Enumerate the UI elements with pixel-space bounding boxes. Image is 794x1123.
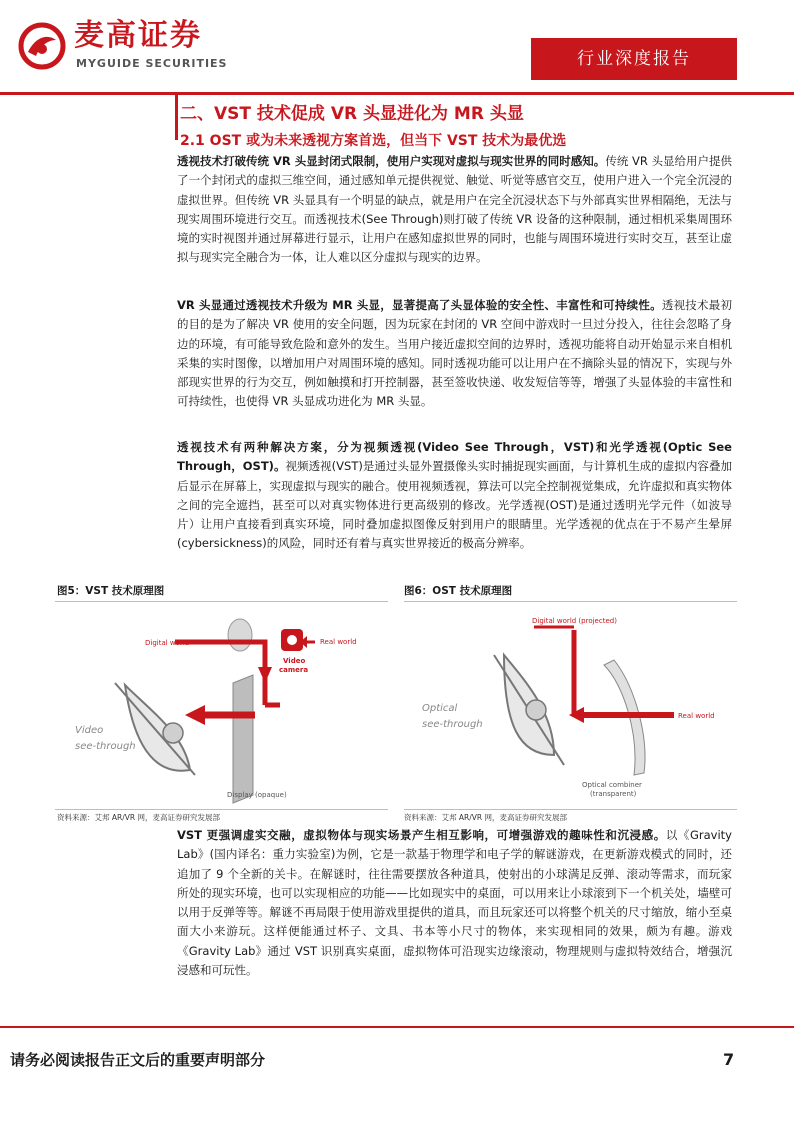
eye-pupil bbox=[526, 700, 546, 720]
real-world-label: Real world bbox=[320, 638, 357, 646]
report-type-badge: 行业深度报告 bbox=[531, 38, 737, 80]
digital-world-label: Digital world bbox=[145, 639, 190, 647]
paragraph-body: 视频透视(VST)是通过头显外置摄像头实时捕捉现实画面，与计算机生成的虚拟内容叠加后显示在屏幕上，实现虚拟与现实的融合。使用视频透视，算法可以完全控制视觉集成，允许虚拟和真实物体之间的完全遮挡，甚至可以对真实物体进行更高级别的修改。光学透视(OST)是通过透明光学元件（如波导片）让用户直接看到真实环境，同时叠加虚拟图像反射到用户的眼睛里。光学透视的优点在于不易产生晕屏(cybersickness)的风险，同时还有着与真实世界接近的极高分辨率。 bbox=[177, 459, 732, 551]
ost-diagram bbox=[404, 605, 737, 805]
paragraph-lead: VR 头显通过透视技术升级为 MR 头显，显著提高了头显体验的安全性、丰富性和可持续性。 bbox=[177, 298, 662, 312]
combiner-label-1: Optical combiner bbox=[582, 781, 642, 789]
display-projection bbox=[228, 619, 252, 651]
paragraph-lead: 透视技术打破传统 VR 头显封闭式限制，使用户实现对虚拟与现实世界的同时感知。 bbox=[177, 154, 606, 168]
figure5-title: 图5：VST 技术原理图 bbox=[57, 585, 165, 597]
page-number: 7 bbox=[723, 1050, 735, 1069]
figure6-top-rule bbox=[404, 601, 737, 602]
figure6-title: 图6：OST 技术原理图 bbox=[404, 585, 513, 597]
footer-disclaimer: 请务必阅读报告正文后的重要声明部分 bbox=[10, 1051, 266, 1069]
brand-name-cn: 麦高证券 bbox=[74, 18, 202, 53]
figure5-top-rule bbox=[55, 601, 388, 602]
section-heading: 二、VST 技术促成 VR 头显进化为 MR 头显 bbox=[180, 104, 524, 124]
figure5-bottom-rule bbox=[55, 809, 388, 810]
paragraph-lead: VST 更强调虚实交融，虚拟物体与现实场景产生相互影响，可增强游戏的趣味性和沉浸感。 bbox=[177, 828, 666, 842]
optical-see-label-2: see-through bbox=[422, 719, 483, 730]
paragraph bbox=[177, 826, 732, 980]
footer-divider bbox=[0, 1026, 794, 1028]
eye-pupil bbox=[163, 723, 183, 743]
heading-accent-bar bbox=[175, 95, 178, 140]
video-see-label-2: see-through bbox=[75, 741, 136, 752]
display-label: Display (opaque) bbox=[227, 791, 287, 799]
paragraph bbox=[177, 296, 732, 412]
figure6-source: 资料来源：艾邦 AR/VR 网，麦高证券研究发展部 bbox=[404, 813, 567, 822]
optical-see-label-1: Optical bbox=[422, 703, 458, 714]
digital-world-label: Digital world (projected) bbox=[532, 617, 617, 625]
brand-name-en: MYGUIDE SECURITIES bbox=[76, 57, 228, 70]
figure6-bottom-rule bbox=[404, 809, 737, 810]
paragraph bbox=[177, 152, 732, 268]
header-divider bbox=[0, 92, 794, 95]
paragraph-lead: 透视技术有两种解决方案，分为视频透视(Video See Through，VST)和光学透视(Optic See Through，OST)。 bbox=[177, 440, 732, 474]
paragraph-body: 透视技术最初的目的是为了解决 VR 使用的安全问题，因为玩家在封闭的 VR 空间中游戏时一旦过分投入，往往会忽略了身边的环境，有可能导致危险和意外的发生。当用户接近虚拟空间的边界时，透视功能将自动开始显示来自相机采集的实时图像，以增加用户对周围环境的感知。同时透视功能可以让用户在不摘除头显的情况下，实现与外部现实世界的行为交互，例如触摸和打开控制器，甚至签收快递、收发短信等等，增强了头显体验的丰富性和可持续性，也使得 VR 头显成功进化为 MR 头显。 bbox=[177, 298, 733, 409]
sub-heading: 2.1 OST 或为未来透视方案首选，但当下 VST 技术为最优选 bbox=[180, 133, 567, 149]
video-camera-label-1: Video bbox=[283, 657, 306, 665]
combiner-label-2: (transparent) bbox=[590, 790, 637, 798]
real-world-label: Real world bbox=[678, 712, 715, 720]
video-see-label-1: Video bbox=[75, 725, 104, 736]
vst-diagram bbox=[55, 605, 388, 805]
brand-logo-icon bbox=[18, 22, 66, 70]
paragraph-body: 以《Gravity Lab》(国内译名：重力实验室)为例，它是一款基于物理学和电子学的解谜游戏，在更新游戏模式的同时，还追加了 9 个全新的关卡。在解谜时，往往需要摆放各种道具，使射出的小球满足反弹、滚动等需求，而玩家所处的现实环境，也可以实现相应的功能——比如现实中的桌面，可以用来让小球滚到下一个机关处，墙壁可以用于反弹等等。解谜不再局限于使用游戏里提供的道具，而且玩家还可以将整个机关的尺寸缩放，缩小至桌面大小来游玩。这样便能通过杯子、文具、书本等小尺寸的物体，来实现相同的效果，颇为有趣。游戏《Gravity Lab》通过 VST 识别真实桌面，虚拟物体可沿现实边缘滚动，物理规则与虚拟特效结合，增强沉浸感和可玩性。 bbox=[177, 828, 732, 978]
paragraph-body: 传统 VR 头显给用户提供了一个封闭式的虚拟三维空间，通过感知单元提供视觉、触觉、听觉等感官交互，使用户进入一个完全沉浸的虚拟世界。但传统 VR 头显具有一个明显的缺点，就是用户在完全沉浸状态下与外部真实世界相隔绝，无法与现实周围环境进行交互。而透视技术(See Through)则打破了传统 VR 设备的这种限制，通过相机采集周围环境的实时视图并通过屏幕进行显示，让用户在感知虚拟世界的同时，也能与周围环境进行实时交互，甚至让虚拟与现实完全融合为一体，让人难以区分虚拟与现实的边界。 bbox=[177, 154, 732, 265]
paragraph bbox=[177, 438, 732, 554]
figure5-source: 资料来源：艾邦 AR/VR 网，麦高证券研究发展部 bbox=[57, 813, 220, 822]
display-panel bbox=[233, 675, 253, 803]
video-camera-label-2: camera bbox=[279, 666, 309, 674]
